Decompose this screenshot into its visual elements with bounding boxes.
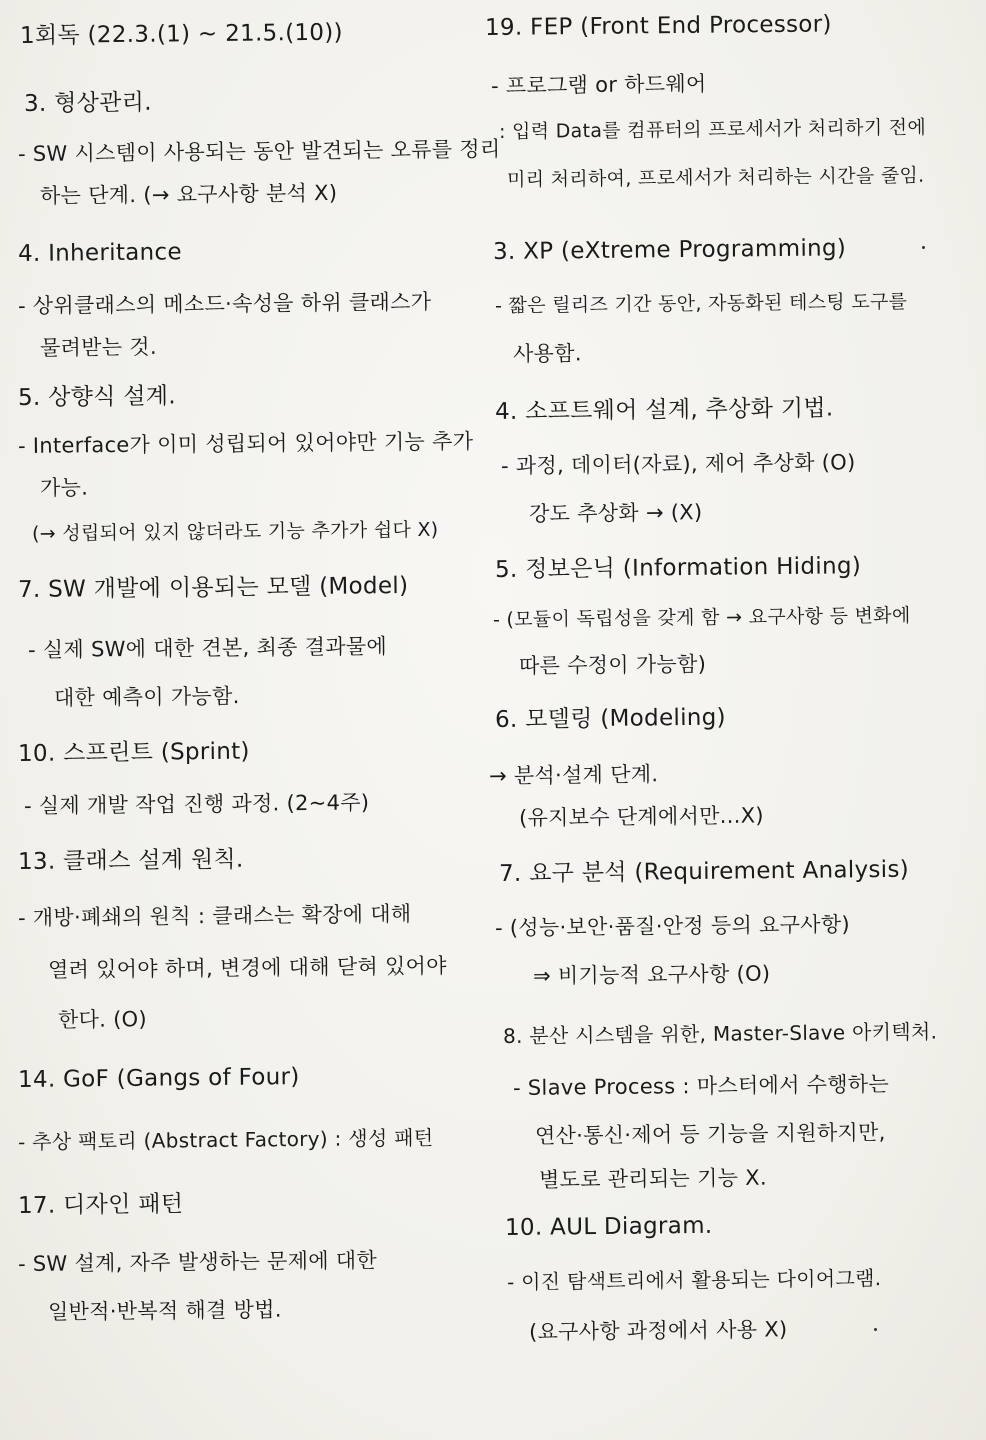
note-text: - 실제 SW에 대한 견본, 최종 결과물에 [27, 634, 388, 662]
note-text: - 개방·폐쇄의 원칙 : 클래스는 확장에 대해 [17, 901, 412, 930]
note-text: - 이진 탐색트리에서 활용되는 다이어그램. [506, 1266, 882, 1294]
note-text: 한다. (O) [57, 1007, 148, 1032]
note-text: (유지보수 단계에서만...X) [518, 803, 764, 830]
note-text: - Slave Process : 마스터에서 수행하는 [512, 1072, 890, 1100]
note-text: - 프로그램 or 하드웨어 [490, 71, 707, 98]
note-text: 열려 있어야 하며, 변경에 대해 닫혀 있어야 [47, 953, 447, 982]
note-text: 물려받는 것. [39, 334, 158, 360]
note-heading: 5. 상향식 설계. [17, 383, 177, 411]
note-text: (→ 성립되어 있지 않더라도 기능 추가가 쉽다 X) [31, 518, 439, 545]
note-text: - SW 설계, 자주 발생하는 문제에 대한 [17, 1248, 378, 1276]
note-text: - 짧은 릴리즈 기간 동안, 자동화된 테스팅 도구를 [494, 290, 908, 317]
note-heading: 4. Inheritance [17, 239, 183, 267]
note-text: - (모듈이 독립성을 갖게 함 → 요구사항 등 변화에 [492, 604, 911, 631]
note-heading: 7. SW 개발에 이용되는 모델 (Model) [17, 572, 409, 603]
note-text: - 상위클래스의 메소드·속성을 하위 클래스가 [17, 289, 432, 318]
note-text: 대한 예측이 가능함. [53, 684, 240, 710]
note-text: → 분석·설계 단계. [488, 762, 659, 788]
note-text: 하는 단계. (→ 요구사항 분석 X) [39, 180, 338, 208]
note-text: - 추상 팩토리 (Abstract Factory) : 생성 패턴 [17, 1125, 434, 1154]
note-text: - Interface가 이미 성립되어 있어야만 기능 추가 [17, 429, 474, 458]
note-text: - 과정, 데이터(자료), 제어 추상화 (O) [500, 450, 856, 478]
note-text: - (성능·보안·품질·안정 등의 요구사항) [494, 912, 851, 940]
note-text: 별도로 관리되는 기능 X. [538, 1165, 767, 1192]
page-heading: 1회독 (22.3.(1) ~ 21.5.(10)) [19, 19, 343, 49]
note-text: 미리 처리하여, 프로세서가 처리하는 시간을 줄임. [506, 164, 925, 191]
note-text: 사용함. [512, 341, 582, 366]
note-heading: 7. 요구 분석 (Requirement Analysis) [498, 856, 910, 887]
note-heading: 10. 스프린트 (Sprint) [17, 738, 250, 767]
note-text: 따른 수정이 가능함) [518, 652, 707, 678]
note-text: : 입력 Data를 컴퓨터의 프로세서가 처리하기 전에 [498, 116, 927, 143]
note-heading: 3. 형상관리. [23, 89, 152, 117]
note-text: ⇒ 비기능적 요구사항 (O) [532, 961, 771, 988]
note-heading: 10. AUL Diagram. [504, 1212, 713, 1241]
note-text: (요구사항 과정에서 사용 X) [528, 1317, 788, 1344]
note-heading: 19. FEP (Front End Processor) [484, 11, 832, 41]
note-heading: 6. 모델링 (Modeling) [494, 704, 727, 733]
note-text: 가능. [39, 475, 89, 500]
ink-dot [922, 246, 925, 249]
note-heading: 4. 소프트웨어 설계, 추상화 기법. [494, 395, 834, 425]
note-heading: 13. 클래스 설계 원칙. [17, 846, 244, 875]
note-text: - SW 시스템이 사용되는 동안 발견되는 오류를 정리 [17, 136, 501, 166]
note-text: 8. 분산 시스템을 위한, Master-Slave 아키텍처. [502, 1019, 938, 1048]
note-text: - 실제 개발 작업 진행 과정. (2~4주) [23, 790, 370, 818]
note-text: 강도 추상화 → (X) [528, 500, 703, 526]
note-heading: 5. 정보은닉 (Information Hiding) [494, 553, 862, 583]
note-text: 연산·통신·제어 등 기능을 지원하지만, [534, 1120, 886, 1148]
note-heading: 14. GoF (Gangs of Four) [17, 1064, 300, 1093]
note-heading: 3. XP (eXtreme Programming) [492, 235, 847, 265]
note-text: 일반적·반복적 해결 방법. [47, 1297, 282, 1324]
ink-dot [874, 1328, 877, 1331]
note-heading: 17. 디자인 패턴 [17, 1191, 184, 1219]
